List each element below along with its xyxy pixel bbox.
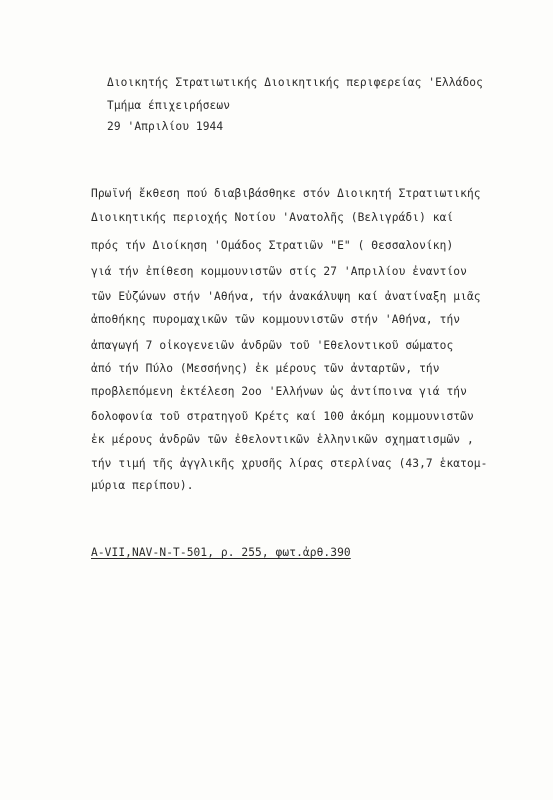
body-line: ἀπαγωγή 7 οἰκογενειῶν ἀνδρῶν τοῦ 'Εθελοντικοῦ σώματος: [91, 339, 454, 352]
body-line: Διοικητικής περιοχής Νοτίου 'Ανατολῆς (Βελιγράδι) καί: [91, 211, 454, 224]
body-line: τήν τιμή τῆς ἀγγλικῆς χρυσῆς λίρας στερλίνας (43,7 ἑκατομ-: [91, 457, 488, 470]
header-line-department: Τμήμα έπιχειρήσεων: [107, 99, 231, 112]
body-line: ἀπό τήν Πύλο (Μεσσήνης) ἐκ μέρους τῶν ἀνταρτῶν, τήν: [91, 362, 440, 375]
body-line: ἐκ μέρους ἀνδρῶν τῶν ἐθελοντικῶν ἑλληνικῶν σχηματισμῶν ,: [91, 433, 474, 446]
body-line: προβλεπόμενη ἐκτέλεση 2οο 'Ελλήνων ὡς ἀντίποινα γιά τήν: [91, 385, 467, 398]
body-line: γιά τήν ἐπίθεση κομμουνιστῶν στίς 27 'Απριλίου ἐναντίον: [91, 265, 467, 278]
header-line-command: Διοικητής Στρατιωτικής Διοικητικής περιφερείας 'Ελλάδος: [107, 76, 483, 89]
body-line: δολοφονία τοῦ στρατηγοῦ Κρέτς καί 100 ἀκόμη κομμουνιστῶν: [91, 410, 474, 423]
body-line: μύρια περίπου).: [91, 479, 194, 492]
body-line: ἀποθήκης πυρομαχικῶν τῶν κομμουνιστῶν στήν 'Αθήνα, τήν: [91, 313, 461, 326]
header-date: 29 'Απριλίου 1944: [107, 120, 224, 133]
body-line: πρός τήν Διοίκηση 'Ομάδος Στρατιῶν "Ε" ( Θεσσαλονίκη): [91, 239, 454, 252]
body-line: Πρωϊνή ἔκθεση πού διαβιβάσθηκε στόν Διοικητή Στρατιωτικής: [91, 187, 481, 200]
archive-reference: A-VII,NAV-N-T-501, ρ. 255, φωτ.ἀρθ.390: [91, 546, 351, 559]
body-line: τῶν Εὐζώνων στήν 'Αθήνα, τήν ἀνακάλυψη καί ἀνατίναξη μιᾶς: [91, 290, 481, 303]
